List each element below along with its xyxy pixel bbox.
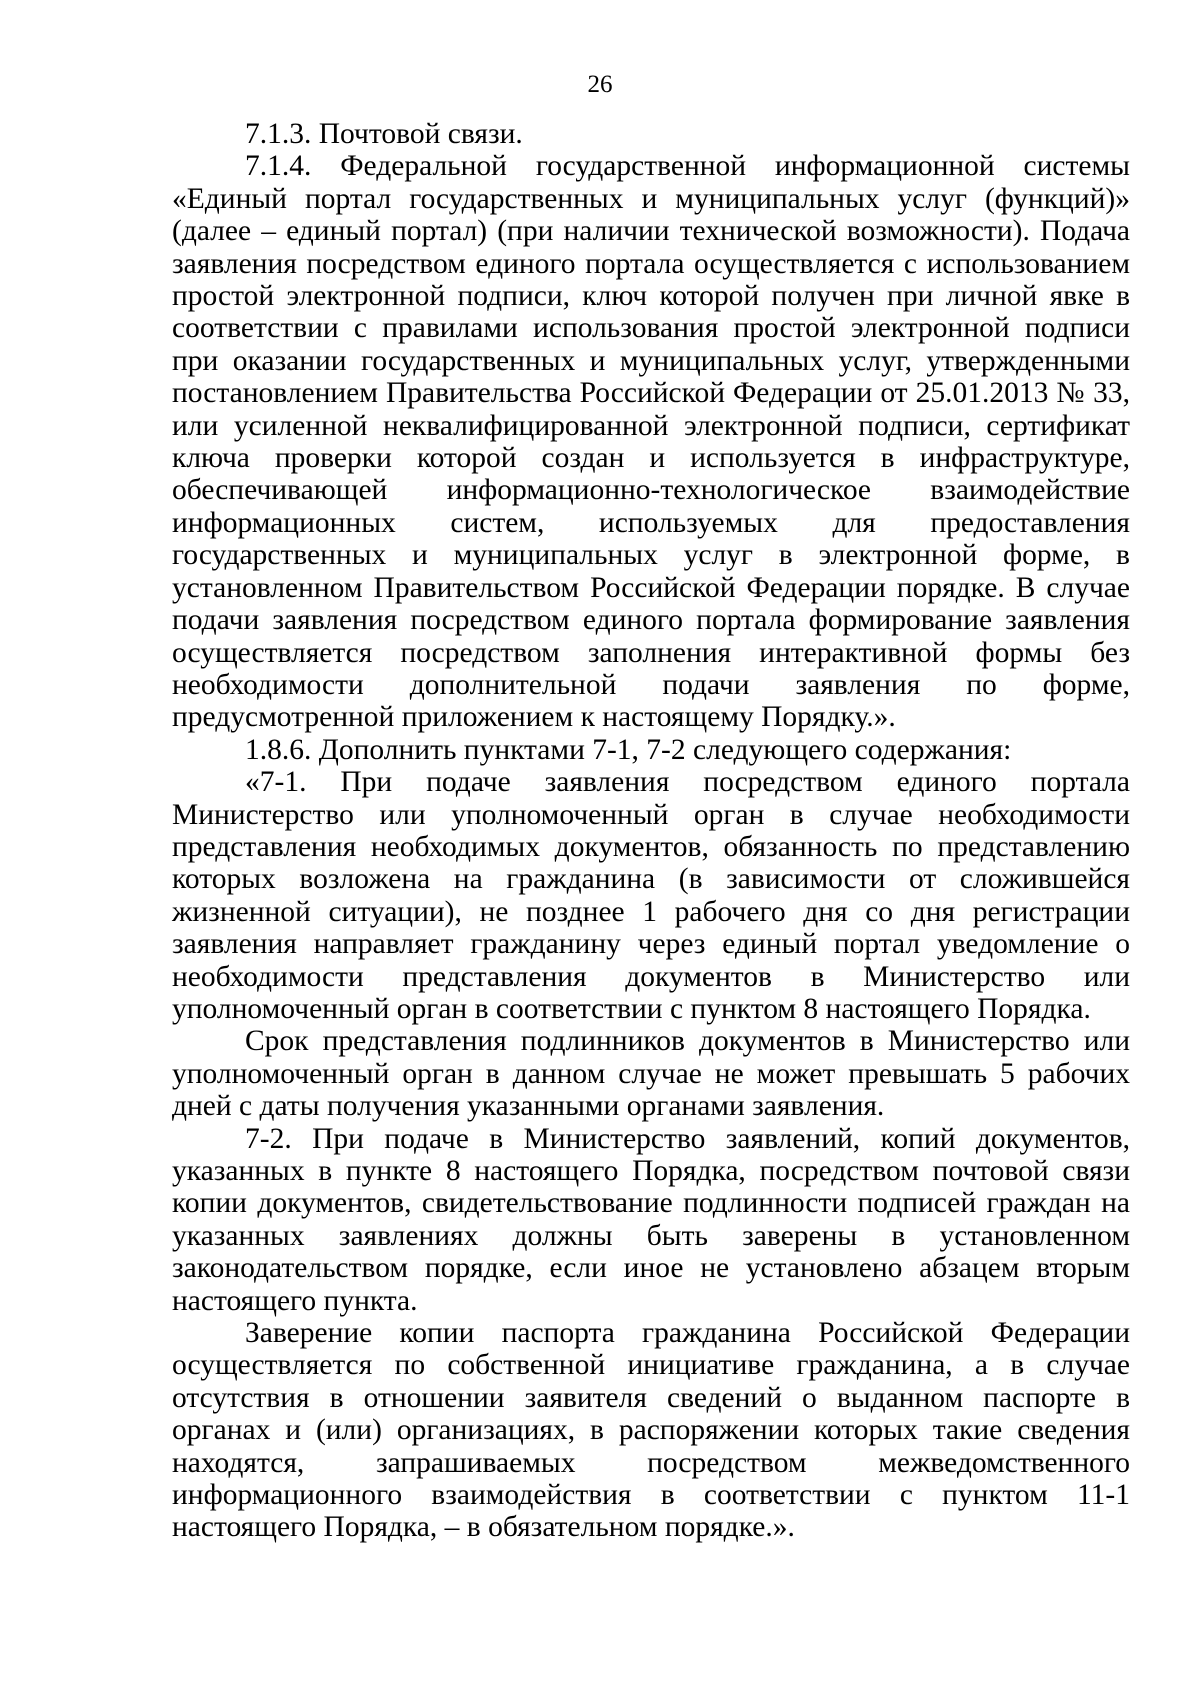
paragraph-7-1-4: 7.1.4. Федеральной государственной информационной системы «Единый портал государственных и муниципальных услуг (функций)» (далее – единый портал) (при наличии технической возможности). Подача заявления посредством единого портала осуществляется с использованием простой электронной подписи, ключ которой получен при личной явке в соответствии с правилами использования простой электронной подписи при оказании государственных и муниципальных услуг, утвержденными постановлением Правительства Российской Федерации от 25.01.2013 № 33, или усиленной неквалифицированной электронной подписи, сертификат ключа проверки которой создан и используется в инфраструктуре, обеспечивающей информационно-технологическое взаимодействие информационных систем, используемых для предоставления государственных и муниципальных услуг в электронной форме, в установленном Правительством Российской Федерации порядке. В случае подачи заявления посредством единого портала формирование заявления осуществляется посредством заполнения интерактивной формы без необходимости дополнительной подачи заявления по форме, предусмотренной приложением к настоящему Порядку.». [172,150,1130,734]
document-body [172,118,1130,1544]
paragraph-7-1-3: 7.1.3. Почтовой связи. [245,118,523,150]
paragraph-deadline: Срок представления подлинников документов в Министерство или уполномоченный орган в данном случае не может превышать 5 рабочих дней с даты получения указанными органами заявления. [172,1025,1130,1123]
paragraph-7-2-new: 7-2. При подаче в Министерство заявлений, копий документов, указанных в пункте 8 настоящего Порядка, посредством почтовой связи копии документов, свидетельствование подлинности подписей граждан на указанных заявлениях должны быть заверены в установленном законодательством порядке, если иное не установлено абзацем вторым настоящего пункта. [172,1122,1130,1317]
paragraph-7-1-new: «7-1. При подаче заявления посредством единого портала Министерство или уполномоченный орган в случае необходимости представления необходимых документов, обязанность по представлению которых возложена на гражданина (в зависимости от сложившейся жизненной ситуации), не позднее 1 рабочего дня со дня регистрации заявления направляет гражданину через единый портал уведомление о необходимости представления документов в Министерство или уполномоченный орган в соответствии с пунктом 8 настоящего Порядка. [172,766,1130,1025]
paragraph-1-8-6: 1.8.6. Дополнить пунктами 7-1, 7-2 следующего содержания: [245,733,1012,766]
paragraph-passport-certification: Заверение копии паспорта гражданина Российской Федерации осуществляется по собственной инициативе гражданина, а в случае отсутствия в отношении заявителя сведений о выданном паспорте в органах и (или) организациях, в распоряжении которых такие сведения находятся, запрашиваемых посредством межведомственного информационного взаимодействия в соответствии с пунктом 11-1 настоящего Порядка, – в обязательном порядке.». [172,1317,1130,1544]
page-number: 26 [587,71,613,98]
